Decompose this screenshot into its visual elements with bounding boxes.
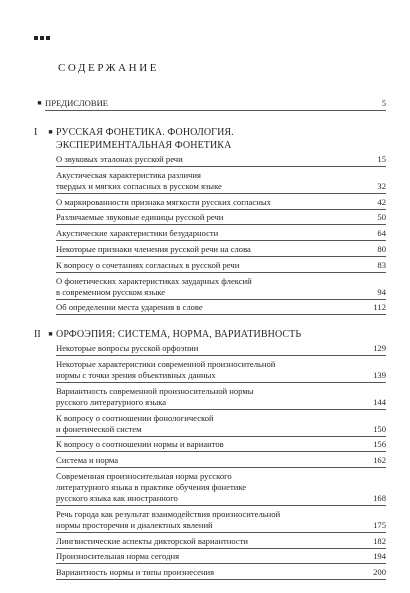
toc-entry-title: Акустическая характеристика различия твердых и мягких согласных в русском языке	[56, 169, 222, 191]
toc-entry-page: 150	[373, 423, 386, 434]
toc-entry[interactable]	[56, 276, 386, 300]
section-heading[interactable]	[45, 126, 386, 152]
toc-entry-title: ПРЕДИСЛОВИЕ	[45, 98, 109, 108]
toc-entry-title: Об определении места ударения в слове	[56, 302, 203, 313]
bullet-icon: ■	[48, 330, 53, 339]
toc-entry-page: 200	[373, 567, 386, 578]
page-title: СОДЕРЖАНИЕ	[58, 62, 160, 74]
bullet-icon: ■	[37, 99, 42, 107]
toc-entry-title: Вариантность современной произносительной нормы русского литературного языка	[56, 385, 254, 407]
toc-entry-title: Речь города как результат взаимодействия произносительной нормы просторечия и диалектных явлений	[56, 508, 281, 530]
toc-entry-page: 64	[377, 228, 386, 239]
toc-entry-page: 15	[377, 154, 386, 164]
toc-entry-title: Лингвистические аспекты дикторской вариантности	[56, 535, 249, 546]
toc-entry[interactable]	[56, 343, 386, 356]
toc-entry[interactable]	[56, 536, 386, 549]
section-title: ОРФОЭПИЯ: СИСТЕМА, НОРМА, ВАРИАТИВНОСТЬ	[56, 329, 302, 341]
toc-entry-title: К вопросу о сочетаниях согласных в русской речи	[56, 259, 240, 270]
toc-entry-page: 112	[373, 302, 386, 313]
toc-entry-title: Различаемые звуковые единицы русской речи	[56, 212, 224, 223]
toc-entry-page: 32	[377, 180, 386, 191]
toc-entry-title: Вариантность нормы и типы произнесения	[56, 567, 215, 578]
toc-entry-title: Некоторые вопросы русской орфоэпии	[56, 343, 199, 354]
toc-entry-preface[interactable]	[37, 98, 386, 111]
toc-entry-page: 162	[373, 455, 386, 466]
toc-entry-page: 175	[373, 519, 386, 530]
toc-entry-page: 139	[373, 369, 386, 380]
toc-entry-page: 50	[377, 212, 386, 223]
toc-entry-title: Система и норма	[56, 455, 119, 466]
toc-entry[interactable]	[56, 455, 386, 468]
toc-entry-page: 194	[373, 551, 386, 562]
toc-entry[interactable]	[56, 170, 386, 194]
toc-entry[interactable]	[56, 567, 386, 580]
toc-entry-page: 94	[377, 286, 386, 297]
toc-entry-page: 5	[381, 98, 386, 108]
toc-entry[interactable]	[56, 386, 386, 410]
toc-section	[34, 126, 386, 318]
toc-entry-title: Акустические характеристики безударности	[56, 228, 219, 239]
toc-entry[interactable]	[56, 413, 386, 437]
section-numeral: II	[34, 329, 41, 341]
toc-entry-page: 83	[377, 259, 386, 270]
toc-entry[interactable]	[56, 551, 386, 564]
section-title: РУССКАЯ ФОНЕТИКА. ФОНОЛОГИЯ. ЭКСПЕРИМЕНТАЛЬНАЯ ФОНЕТИКА	[56, 127, 234, 151]
toc-entry[interactable]	[56, 197, 386, 210]
toc-entry[interactable]	[56, 212, 386, 225]
toc-entry-title: Некоторые признаки членения русской речи на слова	[56, 243, 251, 254]
toc-entry[interactable]	[56, 471, 386, 506]
toc-entry-title: К вопросу о соотношении нормы и вариантов	[56, 439, 224, 450]
toc-entry-title: Произносительная норма сегодня	[56, 551, 180, 562]
toc-entry[interactable]	[56, 154, 386, 167]
toc-entry-page: 129	[373, 343, 386, 354]
section-numeral: I	[34, 127, 38, 138]
toc-entry-page: 42	[377, 196, 386, 207]
toc-sections	[34, 126, 386, 593]
toc-entry-page: 156	[373, 439, 386, 450]
toc-entry-page: 168	[373, 492, 386, 503]
toc-entry-page: 80	[377, 243, 386, 254]
toc-entry[interactable]	[56, 509, 386, 533]
toc-entry[interactable]	[56, 244, 386, 257]
toc-entry-title: К вопросу о соотношении фонологической и фонетической систем	[56, 412, 214, 434]
toc-entry[interactable]	[56, 359, 386, 383]
toc-entry[interactable]	[56, 302, 386, 315]
toc-section	[34, 328, 386, 583]
toc-entry-title: О маркированности признака мягкости русских согласных	[56, 196, 271, 207]
toc-entry[interactable]	[56, 439, 386, 452]
toc-entry[interactable]	[56, 260, 386, 273]
bullet-icon: ■	[48, 128, 53, 136]
toc-entry-title: Современная произносительная норма русского литературного языка в практике обучения фонетике русского языка как иностранного	[56, 470, 247, 503]
toc-entry-title: О звуковых эталонах русской речи	[56, 154, 183, 164]
toc-entry[interactable]	[56, 228, 386, 241]
toc-entry-page: 182	[373, 535, 386, 546]
preface-block	[34, 98, 386, 114]
decorative-squares-icon	[34, 36, 50, 40]
toc-entry-title: О фонетических характеристиках заударных флексий в современном русском языке	[56, 275, 252, 297]
section-heading[interactable]	[45, 328, 386, 341]
toc-entry-title: Некоторые характеристики современной произносительной нормы с точки зрения объективных данных	[56, 358, 276, 380]
toc-entry-page: 144	[373, 396, 386, 407]
